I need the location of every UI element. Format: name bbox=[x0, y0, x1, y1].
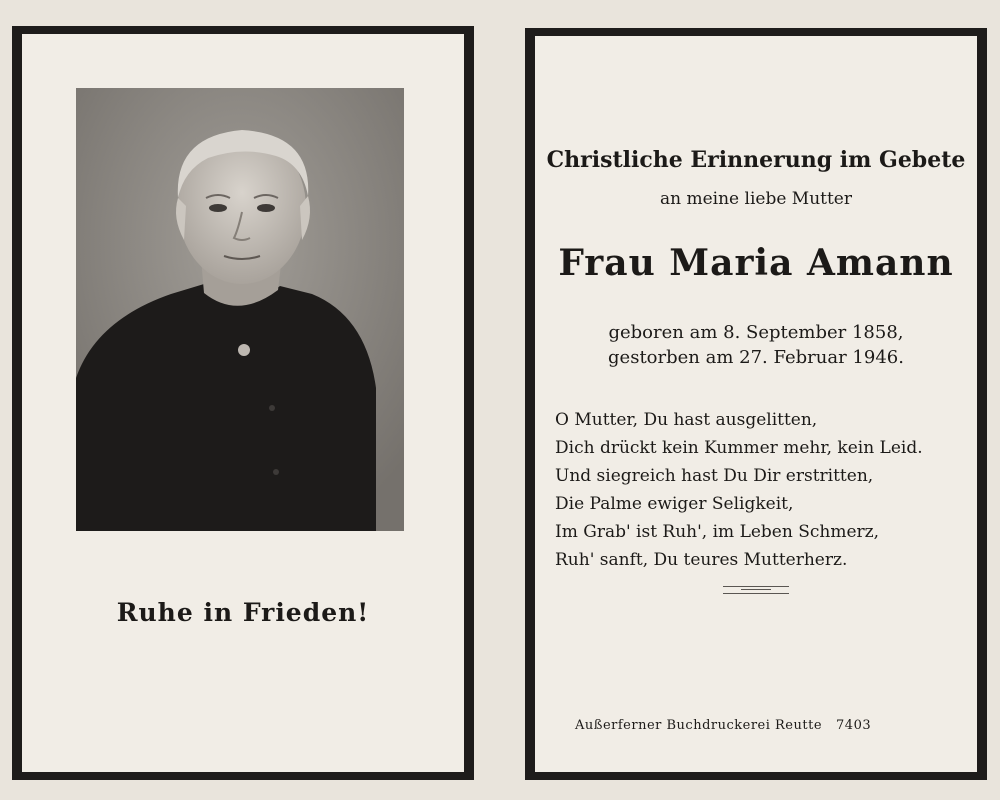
portrait-illustration bbox=[76, 88, 404, 531]
deceased-name: Frau Maria Amann bbox=[558, 242, 954, 284]
poem-line: Dich drückt kein Kummer mehr, kein Leid. bbox=[555, 438, 923, 458]
right-card-panel bbox=[525, 28, 987, 780]
birth-date: geboren am 8. September 1858, bbox=[608, 322, 904, 343]
left-card-panel bbox=[12, 26, 474, 780]
poem-line: Die Palme ewiger Seligkeit, bbox=[555, 494, 794, 514]
poem-line: O Mutter, Du hast ausgelitten, bbox=[555, 410, 818, 430]
printer-imprint bbox=[575, 718, 935, 733]
poem-line: Ruh' sanft, Du teures Mutterherz. bbox=[555, 550, 848, 570]
mourning-border-right bbox=[525, 28, 987, 780]
rest-in-peace-caption: Ruhe in Frieden! bbox=[116, 598, 370, 627]
portrait-photo bbox=[76, 88, 404, 531]
printer-number: 7403 bbox=[836, 718, 872, 733]
ornamental-divider bbox=[723, 586, 789, 594]
card-subheading: an meine liebe Mutter bbox=[659, 189, 852, 209]
printer-name: Außerferner Buchdruckerei Reutte bbox=[575, 718, 823, 733]
death-date: gestorben am 27. Februar 1946. bbox=[608, 347, 904, 368]
poem-line: Im Grab' ist Ruh', im Leben Schmerz, bbox=[555, 522, 880, 542]
memorial-poem bbox=[555, 406, 965, 574]
card-heading: Christliche Erinnerung im Gebete bbox=[546, 147, 966, 173]
life-dates bbox=[525, 320, 987, 370]
poem-line: Und siegreich hast Du Dir erstritten, bbox=[555, 466, 874, 486]
